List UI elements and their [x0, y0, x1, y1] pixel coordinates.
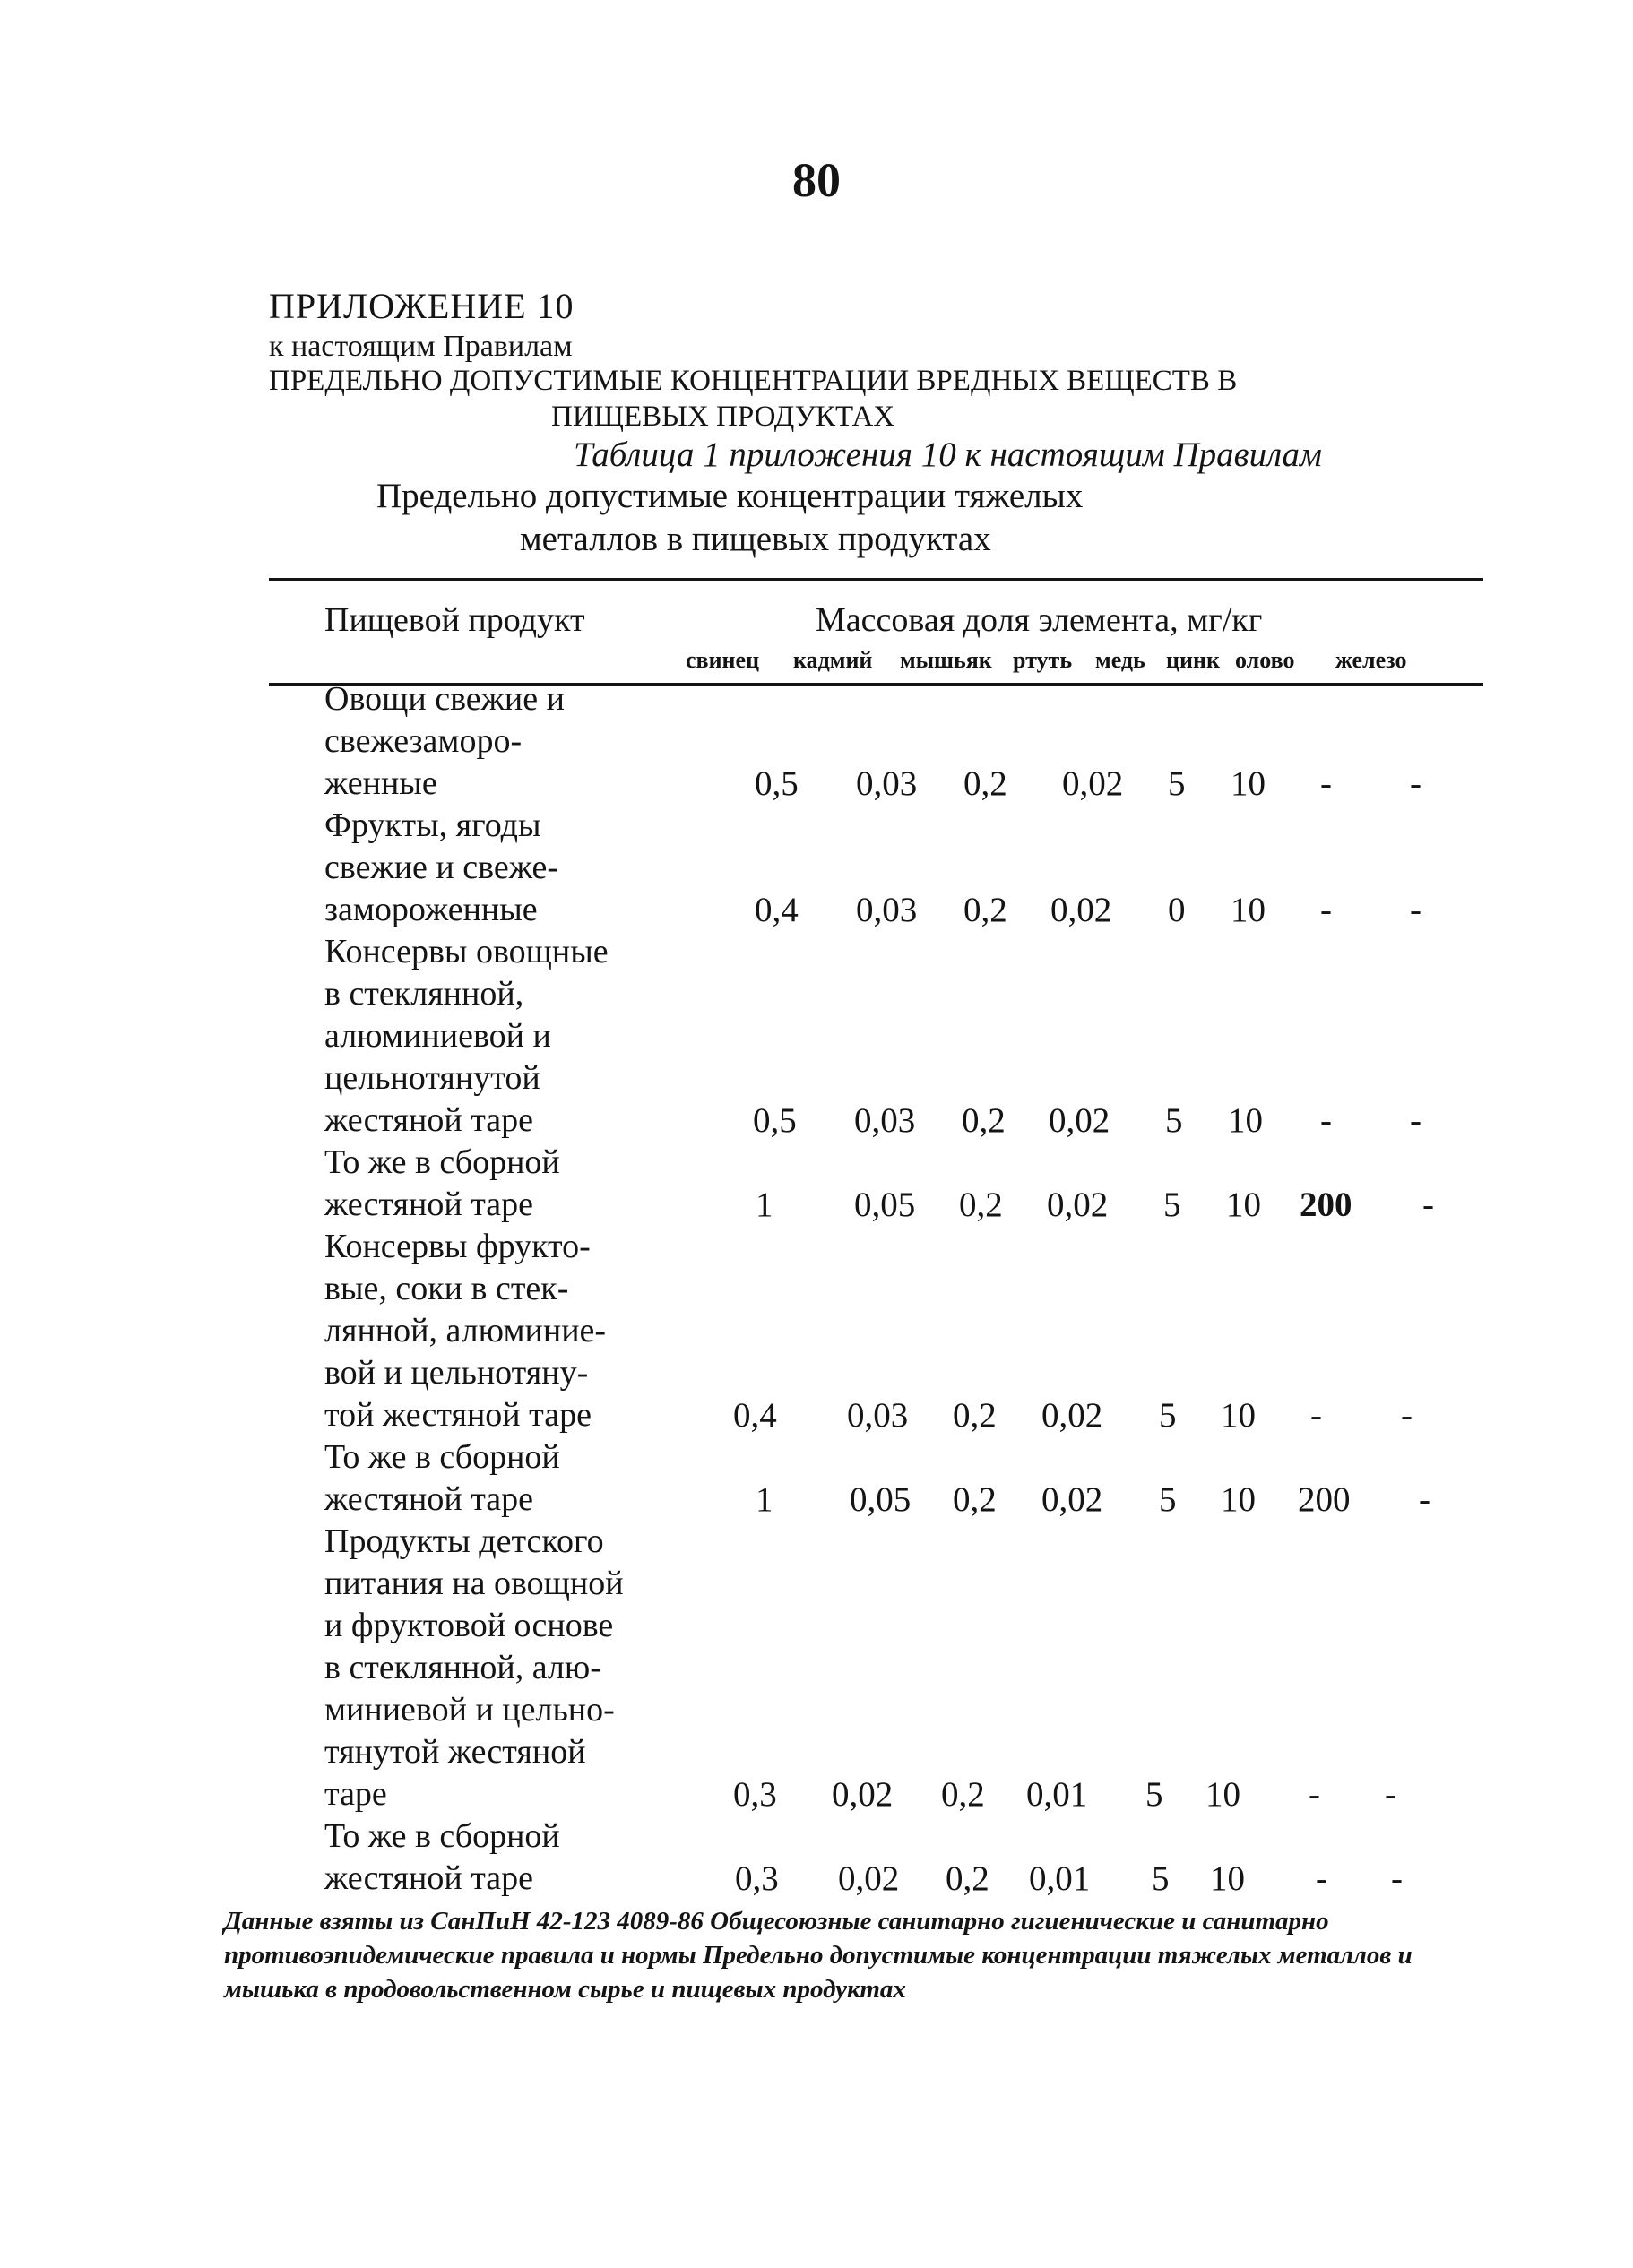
main-title-line2: ПИЩЕВЫХ ПРОДУКТАХ: [551, 401, 895, 433]
cell-rtut: 0,02: [1062, 764, 1124, 803]
cell-svinets: 1: [756, 1186, 773, 1224]
table-title-line1: Предельно допустимые концентрации тяжелых: [376, 477, 1084, 515]
cell-zhelezo: -: [1391, 1859, 1403, 1898]
cell-svinets: 0,4: [733, 1396, 777, 1435]
subheader-kadmiy: кадмий: [793, 647, 873, 673]
table-title: [376, 475, 1083, 561]
row-label: Фрукты, ягоды свежие и свеже- замороженные: [324, 806, 558, 928]
cell-myshyak: 0,2: [953, 1396, 997, 1435]
cell-kadmiy: 0,02: [838, 1859, 900, 1898]
cell-tsink: 10: [1210, 1859, 1245, 1898]
cell-rtut: 0,02: [1050, 891, 1112, 929]
row-label: Консервы фрукто- вые, соки в стек- лянной, алюминие- вой и цельнотяну- той жестяной таре: [324, 1228, 607, 1434]
cell-svinets: 0,5: [755, 764, 799, 803]
cell-kadmiy: 0,03: [847, 1396, 909, 1435]
cell-olovo: 200: [1300, 1186, 1352, 1224]
row-label: То же в сборной жестяной таре: [324, 1438, 560, 1518]
table-top-rule: [269, 578, 1483, 581]
row-label: Продукты детского питания на овощной и фруктовой основе в стеклянной, алю- миниевой и цельно- тянутой жестяной таре: [324, 1522, 624, 1813]
main-title: [269, 363, 1461, 435]
cell-svinets: 1: [756, 1480, 773, 1519]
row-label: Консервы овощные в стеклянной, алюминиевой и цельнотянутой жестяной таре: [324, 933, 609, 1139]
subheader-myshyak: мышьяк: [900, 647, 992, 673]
cell-rtut: 0,02: [1041, 1480, 1103, 1519]
cell-svinets: 0,5: [753, 1101, 797, 1140]
cell-kadmiy: 0,05: [854, 1186, 916, 1224]
cell-olovo: 200: [1298, 1480, 1351, 1519]
cell-med: 5: [1145, 1775, 1163, 1814]
cell-olovo: -: [1310, 1396, 1322, 1435]
cell-olovo: -: [1316, 1859, 1327, 1898]
cell-med: 5: [1163, 1186, 1181, 1224]
subheader-zhelezo: железо: [1335, 647, 1407, 673]
header-element: Массовая доля элемента, мг/кг: [816, 601, 1263, 639]
cell-med: 0: [1168, 891, 1186, 929]
cell-rtut: 0,01: [1026, 1775, 1088, 1814]
cell-olovo: -: [1320, 1101, 1332, 1140]
subheader-svinets: свинец: [686, 647, 760, 673]
cell-olovo: -: [1309, 1775, 1320, 1814]
cell-zhelezo: -: [1410, 891, 1421, 929]
cell-rtut: 0,01: [1029, 1859, 1091, 1898]
cell-svinets: 0,3: [735, 1859, 779, 1898]
cell-rtut: 0,02: [1047, 1186, 1109, 1224]
cell-med: 5: [1159, 1480, 1177, 1519]
cell-zhelezo: -: [1410, 1101, 1421, 1140]
cell-myshyak: 0,2: [953, 1480, 997, 1519]
cell-med: 5: [1165, 1101, 1183, 1140]
cell-kadmiy: 0,03: [856, 891, 918, 929]
cell-zhelezo: -: [1422, 1186, 1434, 1224]
cell-rtut: 0,02: [1049, 1101, 1110, 1140]
cell-tsink: 10: [1221, 1480, 1256, 1519]
cell-kadmiy: 0,03: [854, 1101, 916, 1140]
cell-tsink: 10: [1231, 891, 1266, 929]
cell-zhelezo: -: [1385, 1775, 1396, 1814]
cell-zhelezo: -: [1410, 764, 1421, 803]
subheader-tsink: цинк: [1166, 647, 1220, 673]
cell-zhelezo: -: [1419, 1480, 1430, 1519]
cell-myshyak: 0,2: [963, 764, 1007, 803]
cell-myshyak: 0,2: [963, 891, 1007, 929]
cell-myshyak: 0,2: [962, 1101, 1006, 1140]
subheader-rtut: ртуть: [1013, 647, 1073, 673]
cell-tsink: 10: [1231, 764, 1266, 803]
cell-tsink: 10: [1226, 1186, 1261, 1224]
cell-tsink: 10: [1205, 1775, 1240, 1814]
cell-rtut: 0,02: [1041, 1396, 1103, 1435]
subheader-med: медь: [1095, 647, 1145, 673]
table-title-line2: металлов в пищевых продуктах: [520, 520, 991, 558]
cell-kadmiy: 0,02: [832, 1775, 894, 1814]
cell-med: 5: [1159, 1396, 1177, 1435]
cell-kadmiy: 0,05: [850, 1480, 912, 1519]
cell-myshyak: 0,2: [946, 1859, 989, 1898]
main-title-line1: ПРЕДЕЛЬНО ДОПУСТИМЫЕ КОНЦЕНТРАЦИИ ВРЕДНЫХ ВЕЩЕСТВ В: [269, 365, 1238, 397]
footnote: Данные взяты из СанПиН 42-123 4089-86 Общесоюзные санитарно гигиенические и санитарно противоэпидемические правила и нормы Предельно допустимые концентрации тяжелых металлов и мышька в продовольственном сырье и пищевых продуктах: [224, 1907, 1413, 2004]
cell-olovo: -: [1320, 764, 1332, 803]
row-label: То же в сборной жестяной таре: [324, 1143, 560, 1223]
cell-myshyak: 0,2: [959, 1186, 1003, 1224]
cell-tsink: 10: [1221, 1396, 1256, 1435]
cell-med: 5: [1168, 764, 1186, 803]
cell-med: 5: [1152, 1859, 1170, 1898]
page-number: 80: [792, 153, 841, 207]
cell-myshyak: 0,2: [941, 1775, 985, 1814]
subheader-olovo: олово: [1235, 647, 1295, 673]
row-label: Овощи свежие и свежезаморо- женные: [324, 680, 565, 802]
cell-tsink: 10: [1228, 1101, 1263, 1140]
table-reference: Таблица 1 приложения 10 к настоящим Правилам: [574, 435, 1322, 474]
appendix-title: ПРИЛОЖЕНИЕ 10: [269, 286, 575, 326]
cell-svinets: 0,4: [755, 891, 799, 929]
cell-svinets: 0,3: [733, 1775, 777, 1814]
cell-kadmiy: 0,03: [856, 764, 918, 803]
header-product: Пищевой продукт: [324, 601, 585, 639]
row-label: То же в сборной жестяной таре: [324, 1817, 560, 1897]
appendix-subtitle: к настоящим Правилам: [269, 330, 573, 363]
cell-zhelezo: -: [1401, 1396, 1413, 1435]
cell-olovo: -: [1320, 891, 1332, 929]
